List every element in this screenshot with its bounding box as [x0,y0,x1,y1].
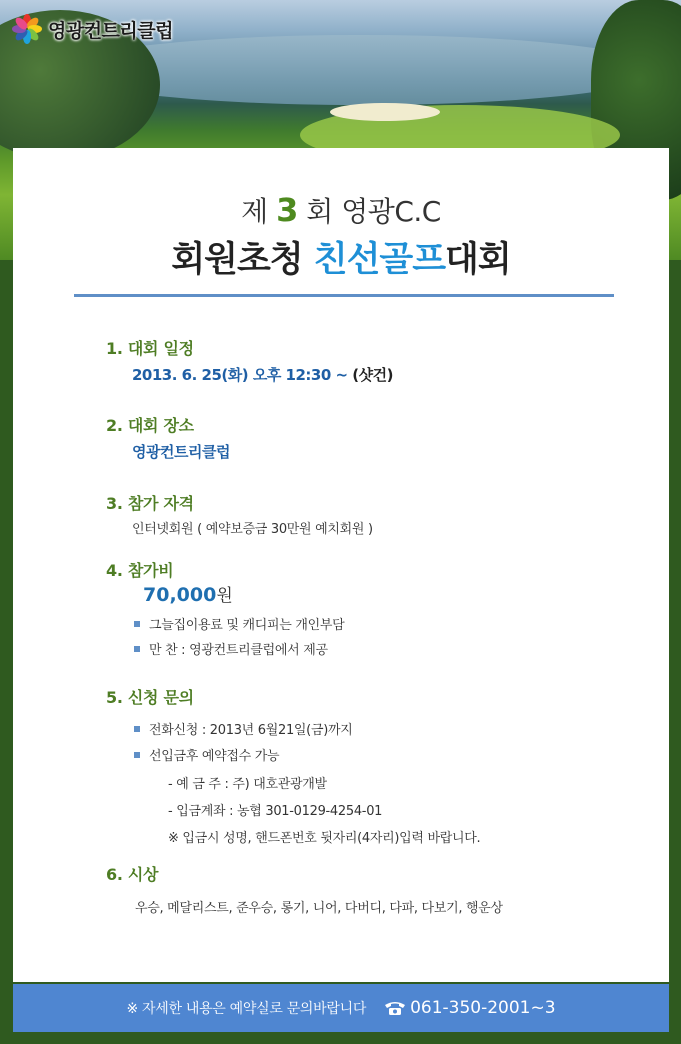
fee-heading: 4. 참가비 [106,561,174,580]
square-bullet-icon [134,752,140,758]
fee-amount: 70,000원 [143,584,233,606]
square-bullet-icon [134,646,140,652]
contact-note: ※ 자세한 내용은 예약실로 문의바랍니다 [126,1001,367,1017]
eligibility-value: 인터넷회원 ( 예약보증금 30만원 예치회원 ) [132,522,373,537]
account-number: - 입금계좌 : 농협 301-0129-4254-01 [168,804,383,819]
fee-bullet-2: 만 찬 : 영광컨트리클럽에서 제공 [149,643,328,658]
application-bullet-2: 선입금후 예약접수 가능 [149,749,280,764]
event-title-line1: 제 3 회 영광C.C [241,191,441,229]
account-holder: - 예 금 주 : 주) 대호관광개발 [168,777,327,792]
telephone-icon [384,1000,406,1016]
event-round-number: 3 [276,191,298,229]
eligibility-heading: 3. 참가 자격 [106,494,194,513]
application-bullet-1: 전화신청 : 2013년 6월21일(금)까지 [149,723,353,738]
square-bullet-icon [134,621,140,627]
fee-bullet-1: 그늘집이용료 및 캐디피는 개인부담 [149,618,345,633]
awards-value: 우승, 메달리스트, 준우승, 롱기, 니어, 다버디, 다파, 다보기, 행운상 [135,901,503,916]
awards-heading: 6. 시상 [106,865,159,884]
contact-footer [13,984,669,1032]
event-title-line2: 회원초청 친선골프대회 [171,240,511,280]
event-title-highlight: 친선골프 [313,240,446,280]
venue-heading: 2. 대회 장소 [106,416,194,435]
application-heading: 5. 신청 문의 [106,688,194,707]
phone-number: 061-350-2001~3 [410,998,556,1018]
logo-name: 영광컨트리클럽 [48,19,173,42]
invitation-card [13,148,669,982]
schedule-value: 2013. 6. 25(화) 오후 12:30 ~ (샷건) [132,366,393,384]
club-logo[interactable] [12,14,173,44]
venue-value: 영광컨트리클럽 [132,443,230,461]
title-divider [74,294,614,297]
schedule-heading: 1. 대회 일정 [106,339,194,358]
deposit-note: ※ 입금시 성명, 핸드폰번호 뒷자리(4자리)입력 바랍니다. [168,831,481,846]
sand-bunker-shape [330,103,440,121]
phone-contact[interactable] [384,998,556,1018]
square-bullet-icon [134,726,140,732]
flower-logo-icon [12,14,42,44]
